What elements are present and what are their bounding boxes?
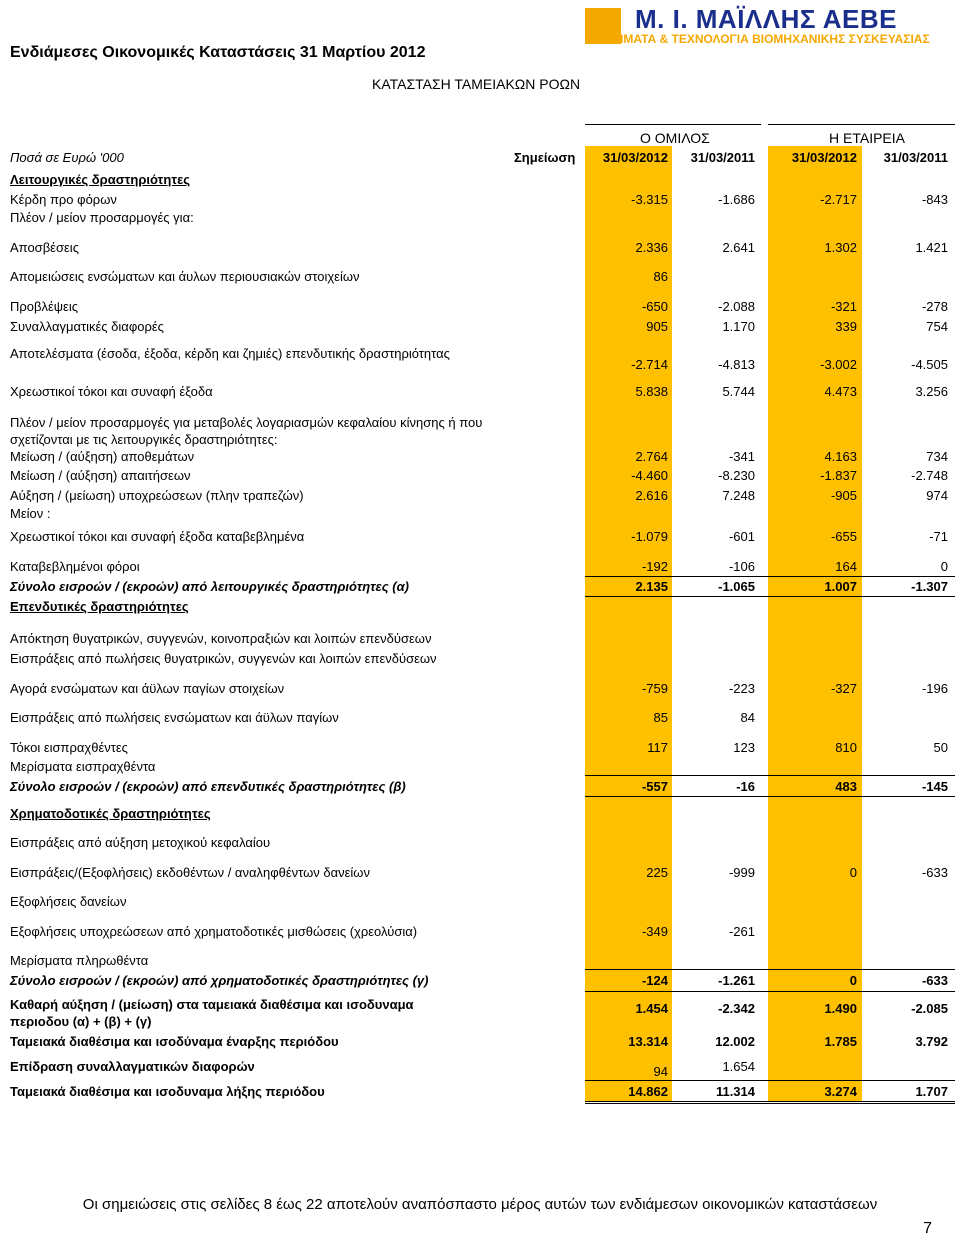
cell-value: -2.717: [820, 192, 857, 207]
cell-value: 3.274: [824, 1084, 857, 1099]
table-row: [0, 894, 960, 912]
row-label: Μερίσματα πληρωθέντα: [10, 953, 149, 968]
row-label: Εισπράξεις από πωλήσεις θυγατρικών, συγγενών και λοιπών επενδύσεων: [10, 651, 437, 666]
cell-value: -759: [641, 681, 668, 696]
cell-value: -633: [921, 865, 948, 880]
cell-value: 3.792: [915, 1034, 948, 1049]
cell-value: -192: [641, 559, 668, 574]
cell-value: 123: [733, 740, 755, 755]
logo-tagline: ΣΥΣΤΗΜΑΤΑ & ΤΕΧΝΟΛΟΓΙΑ ΒΙΟΜΗΧΑΝΙΚΗΣ ΣΥΣΚΕΥΑΣΙΑΣ: [585, 32, 930, 46]
column-dates-row: [0, 150, 960, 168]
subtotal-label: Σύνολο εισροών / (εκροών) από επενδυτικές δραστηριότητες (β): [10, 779, 406, 794]
table-row: [0, 172, 960, 190]
cell-value: 14.862: [628, 1084, 668, 1099]
subtotal-rule: [585, 775, 955, 776]
cell-value: 0: [849, 865, 857, 880]
cell-value: 0: [849, 973, 857, 988]
grand-total-label: Ταμειακά διαθέσιμα και ισοδυναμα λήξης περιόδου: [10, 1084, 325, 1099]
cell-value: -905: [830, 488, 857, 503]
table-row: [0, 651, 960, 669]
cell-value: -655: [830, 529, 857, 544]
row-label: Μείον :: [10, 506, 51, 521]
footer-note: Οι σημειώσεις στις σελίδες 8 έως 22 αποτελούν αναπόσπαστο μέρος αυτών των ενδιάμεσων οικονομικών καταστάσεων: [82, 1196, 878, 1213]
table-row: [0, 710, 960, 728]
subtotal-rule: [585, 969, 955, 970]
cell-value: 84: [740, 710, 755, 725]
row-label: Πλέον / μείον προσαρμογές για μεταβολές λογαριασμών κεφαλαίου κίνησης ή που σχετίζονται με τις λειτουργικές δραστηριότητες:: [10, 415, 483, 447]
cell-value: 1.302: [824, 240, 857, 255]
row-label: Μερίσματα εισπραχθέντα: [10, 759, 156, 774]
cell-value: 50: [933, 740, 948, 755]
cell-value: -3.002: [820, 357, 857, 372]
table-row: [0, 740, 960, 758]
table-row: [0, 806, 960, 824]
total-double-rule: [585, 1103, 955, 1104]
cell-value: 2.336: [635, 240, 668, 255]
subtotal-rule: [585, 596, 955, 597]
cell-value: 12.002: [715, 1034, 755, 1049]
table-row: [0, 835, 960, 853]
cell-value: 94: [653, 1064, 668, 1079]
table-row: [0, 414, 960, 450]
cell-value: 734: [926, 449, 948, 464]
row-label: Εξοφλήσεις υποχρεώσεων από χρηματοδοτικές μισθώσεις (χρεολύσια): [10, 924, 418, 939]
subtotal-label: Σύνολο εισροών / (εκροών) από λειτουργικές δραστηριότητες (α): [10, 579, 409, 594]
cell-value: 905: [646, 319, 668, 334]
note-column-header: Σημείωση: [514, 150, 576, 165]
group-header-rule: [585, 124, 761, 125]
table-row: [0, 1059, 960, 1077]
cell-value: 7.248: [722, 488, 755, 503]
cell-value: 4.473: [824, 384, 857, 399]
group-column-header: Ο ΟΜΙΛΟΣ: [640, 130, 710, 146]
table-row: [0, 488, 960, 506]
row-label: Εισπράξεις από αύξηση μετοχικού κεφαλαίου: [10, 835, 271, 850]
cell-value: -1.065: [718, 579, 755, 594]
cell-value: -327: [830, 681, 857, 696]
currency-label: Ποσά σε Ευρώ '000: [10, 150, 124, 165]
table-row: [0, 468, 960, 486]
cell-value: -2.088: [718, 299, 755, 314]
table-row: [0, 1034, 960, 1052]
row-label: Καθαρή αύξηση / (μείωση) στα ταμειακά διαθέσιμα και ισοδυναμα περιοδου (α) + (β) + (γ): [10, 997, 414, 1029]
cell-value: 225: [646, 865, 668, 880]
cell-value: -1.079: [631, 529, 668, 544]
cell-value: -4.460: [631, 468, 668, 483]
cell-value: -3.315: [631, 192, 668, 207]
cell-value: 2.764: [635, 449, 668, 464]
subtotal-rule: [585, 991, 955, 992]
cell-value: -2.748: [911, 468, 948, 483]
cell-value: -196: [921, 681, 948, 696]
cell-value: -2.714: [631, 357, 668, 372]
section-heading-investing: Επενδυτικές δραστηριότητες: [10, 599, 189, 614]
table-row: [0, 319, 960, 337]
table-row: [0, 924, 960, 942]
subtotal-rule: [585, 576, 955, 577]
table-row: [0, 779, 960, 797]
cell-value: 810: [835, 740, 857, 755]
cell-value: 13.314: [628, 1034, 668, 1049]
total-rule: [585, 1080, 955, 1081]
cell-value: 3.256: [915, 384, 948, 399]
row-label: Καταβεβλημένοι φόροι: [10, 559, 140, 574]
table-row: [0, 1084, 960, 1102]
cell-value: -349: [641, 924, 668, 939]
row-label: Αύξηση / (μείωση) υποχρεώσεων (πλην τραπεζών): [10, 488, 304, 503]
company-header-rule: [768, 124, 955, 125]
company-logo: [585, 4, 935, 46]
row-label: Αποσβέσεις: [10, 240, 79, 255]
row-label: Απόκτηση θυγατρικών, συγγενών, κοινοπραξιών και λοιπών επενδύσεων: [10, 631, 432, 646]
table-row: [0, 384, 960, 402]
row-label: Συναλλαγματικές διαφορές: [10, 319, 164, 334]
cell-value: -278: [921, 299, 948, 314]
cell-value: 5.838: [635, 384, 668, 399]
cell-value: -145: [921, 779, 948, 794]
row-label: Ταμειακά διαθέσιμα και ισοδύναμα έναρξης περιόδου: [10, 1034, 339, 1049]
cell-value: -8.230: [718, 468, 755, 483]
page-number: 7: [923, 1220, 932, 1237]
statement-title: ΚΑΤΑΣΤΑΣΗ ΤΑΜΕΙΑΚΩΝ ΡΟΩΝ: [372, 76, 581, 92]
row-label: Εξοφλήσεις δανείων: [10, 894, 127, 909]
table-row: [0, 299, 960, 317]
cell-value: -261: [728, 924, 755, 939]
table-row: [0, 579, 960, 597]
table-row: [0, 240, 960, 258]
table-row: [0, 269, 960, 287]
cell-value: 1.707: [915, 1084, 948, 1099]
row-label: Απομειώσεις ενσώματων και άυλων περιουσιακών στοιχείων: [10, 269, 360, 284]
cell-value: 339: [835, 319, 857, 334]
row-label: Αποτελέσματα (έσοδα, έξοδα, κέρδη και ζημιές) επενδυτικής δραστηριότητας: [10, 346, 450, 361]
cell-value: 2.616: [635, 488, 668, 503]
row-label: Αγορά ενσώματων και άϋλων παγίων στοιχείων: [10, 681, 285, 696]
table-row: [0, 973, 960, 991]
row-label: Χρεωστικοί τόκοι και συναφή έξοδα καταβεβλημένα: [10, 529, 305, 544]
date-header: 31/03/2012: [791, 150, 857, 165]
cell-value: 1.454: [635, 1001, 668, 1016]
table-row: [0, 449, 960, 467]
total-rule: [585, 1101, 955, 1102]
row-label: Χρεωστικοί τόκοι και συναφή έξοδα: [10, 384, 213, 399]
cell-value: -4.813: [718, 357, 755, 372]
cell-value: -106: [728, 559, 755, 574]
cell-value: 1.007: [824, 579, 857, 594]
table-row: [0, 192, 960, 210]
cell-value: 1.785: [824, 1034, 857, 1049]
cell-value: 85: [653, 710, 668, 725]
cell-value: -2.085: [911, 1001, 948, 1016]
row-label: Τόκοι εισπραχθέντες: [10, 740, 128, 755]
table-row: [0, 559, 960, 577]
cell-value: 117: [647, 740, 668, 755]
cell-value: -633: [921, 973, 948, 988]
cell-value: -71: [929, 529, 948, 544]
subtotal-label: Σύνολο εισροών / (εκροών) από χρηματοδοτικές δραστηριότητες (γ): [10, 973, 429, 988]
row-label: Προβλέψεις: [10, 299, 79, 314]
table-row: [0, 210, 960, 228]
cell-value: 974: [926, 488, 948, 503]
row-label: Επίδραση συναλλαγματικών διαφορών: [10, 1059, 255, 1074]
table-row: [0, 996, 960, 1032]
cell-value: 4.163: [824, 449, 857, 464]
cell-value: 5.744: [722, 384, 755, 399]
cell-value: 86: [653, 269, 668, 284]
cell-value: 1.654: [722, 1059, 755, 1074]
date-header: 31/03/2012: [602, 150, 668, 165]
cell-value: -124: [641, 973, 668, 988]
cell-value: 164: [835, 559, 857, 574]
cell-value: 2.641: [722, 240, 755, 255]
cell-value: -999: [728, 865, 755, 880]
row-label: Εισπράξεις/(Εξοφλήσεις) εκδοθέντων / αναληφθέντων δανείων: [10, 865, 370, 880]
row-label: Πλέον / μείον προσαρμογές για:: [10, 210, 194, 225]
table-row: [0, 681, 960, 699]
cell-value: -1.837: [820, 468, 857, 483]
section-heading-financing: Χρηματοδοτικές δραστηριότητες: [10, 806, 211, 821]
cell-value: -843: [921, 192, 948, 207]
cell-value: -650: [641, 299, 668, 314]
row-label: Μείωση / (αύξηση) αποθεμάτων: [10, 449, 195, 464]
cell-value: -223: [728, 681, 755, 696]
cell-value: 2.135: [635, 579, 668, 594]
cell-value: 754: [926, 319, 948, 334]
table-row: [0, 631, 960, 649]
section-heading-operating: Λειτουργικές δραστηριότητες: [10, 172, 191, 187]
company-column-header: Η ΕΤΑΙΡΕΙΑ: [829, 130, 905, 146]
table-row: [0, 599, 960, 617]
date-header: 31/03/2011: [883, 150, 948, 165]
cell-value: -601: [728, 529, 755, 544]
cell-value: -341: [728, 449, 755, 464]
subtotal-rule: [585, 796, 955, 797]
cell-value: 483: [835, 779, 857, 794]
cell-value: -1.307: [911, 579, 948, 594]
cell-value: -321: [830, 299, 857, 314]
row-label: Εισπράξεις από πωλήσεις ενσώματων και άϋλων παγίων: [10, 710, 339, 725]
table-row: [0, 865, 960, 883]
cell-value: 11.314: [715, 1084, 755, 1099]
row-label: Κέρδη προ φόρων: [10, 192, 117, 207]
cell-value: 1.490: [824, 1001, 857, 1016]
cell-value: 1.421: [915, 240, 948, 255]
cell-value: 1.170: [722, 319, 755, 334]
table-row: [0, 506, 960, 524]
cell-value: -1.686: [718, 192, 755, 207]
document-title: Ενδιάμεσες Οικονομικές Καταστάσεις 31 Μαρτίου 2012: [10, 44, 426, 61]
row-label: Μείωση / (αύξηση) απαιτήσεων: [10, 468, 191, 483]
date-header: 31/03/2011: [690, 150, 755, 165]
table-row: [0, 357, 960, 375]
cell-value: -557: [641, 779, 668, 794]
cell-value: -16: [736, 779, 755, 794]
cell-value: -1.261: [718, 973, 755, 988]
cell-value: 0: [940, 559, 948, 574]
logo-company-name: Μ. Ι. ΜΑΪΛΛΗΣ ΑΕΒΕ: [635, 4, 897, 34]
cell-value: -2.342: [718, 1001, 755, 1016]
cell-value: -4.505: [911, 357, 948, 372]
table-row: [0, 529, 960, 547]
